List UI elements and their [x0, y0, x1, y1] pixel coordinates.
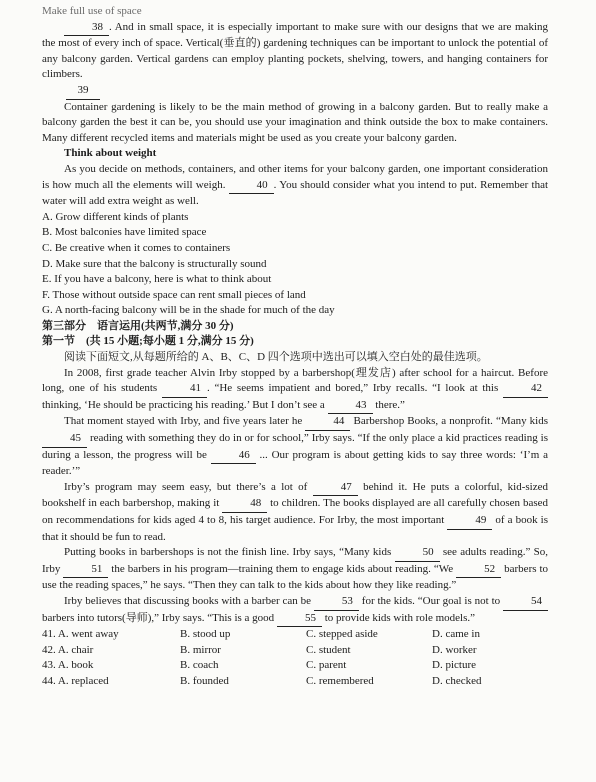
option-a: A. Grow different kinds of plants — [42, 210, 189, 223]
blank-49[interactable]: 49 — [447, 513, 492, 530]
answer-43-a[interactable]: 43. A. book — [42, 659, 94, 672]
cloze-text: reading with something they do in or for school,” Irby says. “If the only place a kid practices reading is during a lesson, the progress will be — [42, 432, 548, 461]
blank-50[interactable]: 50 — [395, 545, 440, 562]
paragraph-40: As you decide on methods, containers, and other items for your balcony garden, one important consideration is how much all the elements will weigh. 40 . You should consider what you intend to put. Remember that water will add extra weight as well. — [42, 162, 549, 208]
paragraph-40-text-before: As you decide on methods, containers, and other items for your balcony garden, one important consideration is how much all the elements will weigh. — [42, 162, 548, 191]
blank-54[interactable]: 54 — [503, 594, 548, 611]
cloze-text: That moment stayed with Irby, and five years later he — [64, 415, 303, 428]
cloze-text: Irby believes that discussing books with a barber can be — [64, 594, 312, 607]
cloze-text: for the kids. “Our goal is not to — [361, 594, 501, 607]
heading-think-about-weight: Think about weight — [64, 147, 157, 160]
option-d: D. Make sure that the balcony is structurally sound — [42, 257, 267, 270]
option-g: G. A north-facing balcony will be in the shade for much of the day — [42, 304, 335, 317]
answer-options-grid — [42, 627, 548, 689]
cloze-text: In 2008, first grade teacher Alvin Irby stopped by a barbershop(理发店) after school for a haircut. Before long, one of his students — [42, 366, 548, 395]
paragraph-38-text: And in small space, it is especially important to make sure with our designs that we are making the most of every inch of space. Vertical(垂直的) gardening techniques can be important to unlock the potential of any balcony garden. Vertical gardens can employ planting pockets, shelving, towers, and hanging containers for climbers. — [42, 20, 548, 81]
answer-43-b[interactable]: B. coach — [180, 659, 219, 672]
cloze-text: Putting books in barbershops is not the finish line. Irby says, “Many kids — [64, 546, 392, 559]
answer-43-d[interactable]: D. picture — [432, 659, 476, 672]
answer-41-d[interactable]: D. came in — [432, 628, 480, 641]
blank-39[interactable]: 39 — [66, 83, 100, 100]
cloze-text: barbers into tutors(导师),” Irby says. “This is a good — [42, 611, 275, 624]
cloze-text: Irby’s program may seem easy, but there’s a lot of — [64, 480, 308, 493]
cloze-text: there.” — [375, 398, 405, 411]
option-c: C. Be creative when it comes to containers — [42, 241, 231, 254]
answer-44-b[interactable]: B. founded — [180, 674, 229, 687]
paragraph-container-gardening: Container gardening is likely to be the main method of growing in a balcony garden. But to really make a balcony garden the best it can be, you should use your imagination and think outside the box to make containers. Many different recycled items and materials might be used as you create your balcony garden. — [42, 100, 548, 144]
section-subtitle: 第一节 (共 15 小题;每小题 1 分,满分 15 分) — [42, 335, 254, 348]
cloze-text: barbers to use the reading spaces,” he says. “Then they can talk to the kids about how they like reading.” — [42, 562, 549, 592]
blank-40[interactable]: 40 — [229, 178, 274, 195]
cloze-text: to provide kids with role models.” — [324, 611, 475, 624]
answer-41-c[interactable]: C. stepped aside — [306, 628, 378, 641]
cloze-paragraph-5 — [42, 594, 548, 627]
heading-make-full-use-of-space: Make full use of space — [42, 5, 142, 17]
blank-41[interactable]: 41 — [162, 381, 207, 398]
section-instruction: 阅读下面短文,从每题所给的 A、B、C、D 四个选项中选出可以填入空白处的最佳选项。 — [64, 351, 488, 364]
cloze-text: behind it. He puts a colorful, kid-sized bookshelf in each barbershop, making it — [42, 480, 549, 510]
answer-42-d[interactable]: D. worker — [432, 643, 477, 656]
blank-51[interactable]: 51 — [63, 562, 108, 579]
cloze-paragraph-3 — [42, 480, 548, 545]
blank-48[interactable]: 48 — [222, 496, 267, 513]
cloze-text: to children. The books displayed are all carefully chosen based on recommendations for kids aged 4 to 8, his target audience. For Irby, the most important — [42, 497, 548, 526]
blank-44[interactable]: 44 — [305, 414, 350, 431]
cloze-paragraph-4 — [42, 545, 548, 594]
cloze-text: . “He seems impatient and bored,” Irby recalls. “I look at this — [206, 382, 499, 395]
blank-52[interactable]: 52 — [456, 562, 501, 579]
option-b: B. Most balconies have limited space — [42, 226, 207, 239]
answer-44-a[interactable]: 44. A. replaced — [42, 674, 109, 687]
paragraph-40-text-after: You should consider what you intend to put. Remember that water will add extra weight as well. — [42, 178, 549, 208]
section-title: 第三部分 语言运用(共两节,满分 30 分) — [42, 319, 234, 332]
blank-43[interactable]: 43 — [328, 398, 373, 415]
cloze-text: the barbers in his program—training them to engage kids about reading. “We — [111, 562, 454, 575]
answer-41-b[interactable]: B. stood up — [180, 628, 231, 641]
cloze-text: Barbershop Books, a nonprofit. “Many kids — [353, 415, 549, 428]
cloze-text: see adults reading.” So, Irby — [42, 546, 549, 575]
blank-47[interactable]: 47 — [313, 480, 358, 497]
answer-42-b[interactable]: B. mirror — [180, 643, 221, 656]
blank-46[interactable]: 46 — [211, 448, 256, 465]
paragraph-38: 38 . And in small space, it is especially important to make sure with our designs that we are making the most of every inch of space. Vertical(垂直的) gardening techniques can be important to unlock the potential of any balcony garden. Vertical gardens can employ planting pockets, shelving, towers, and hanging containers for climbers. — [42, 20, 548, 81]
cloze-text: thinking, ‘He should be practicing his reading.’ But I don’t see a — [42, 398, 325, 411]
answer-42-c[interactable]: C. student — [306, 643, 351, 656]
blank-42[interactable]: 42 — [503, 381, 548, 398]
option-f: F. Those without outside space can rent small pieces of land — [42, 288, 306, 301]
cloze-paragraph-2 — [42, 414, 548, 479]
reading-options-list — [42, 210, 548, 319]
option-e: E. If you have a balcony, here is what to think about — [42, 273, 272, 286]
cloze-text: of a book is that it should be fun to read. — [42, 514, 548, 543]
blank-53[interactable]: 53 — [314, 594, 359, 611]
answer-42-a[interactable]: 42. A. chair — [42, 643, 94, 656]
blank-55[interactable]: 55 — [277, 611, 322, 628]
answer-44-c[interactable]: C. remembered — [306, 674, 374, 687]
cloze-paragraph-1 — [42, 366, 548, 415]
cloze-text: ... Our program is about getting kids to say three words: ‘I’m a reader.’” — [42, 448, 549, 478]
answer-44-d[interactable]: D. checked — [432, 674, 482, 687]
answer-41-a[interactable]: 41. A. went away — [42, 628, 119, 641]
blank-45[interactable]: 45 — [42, 431, 87, 448]
blank-38[interactable]: 38 — [64, 20, 109, 37]
answer-43-c[interactable]: C. parent — [306, 659, 347, 672]
